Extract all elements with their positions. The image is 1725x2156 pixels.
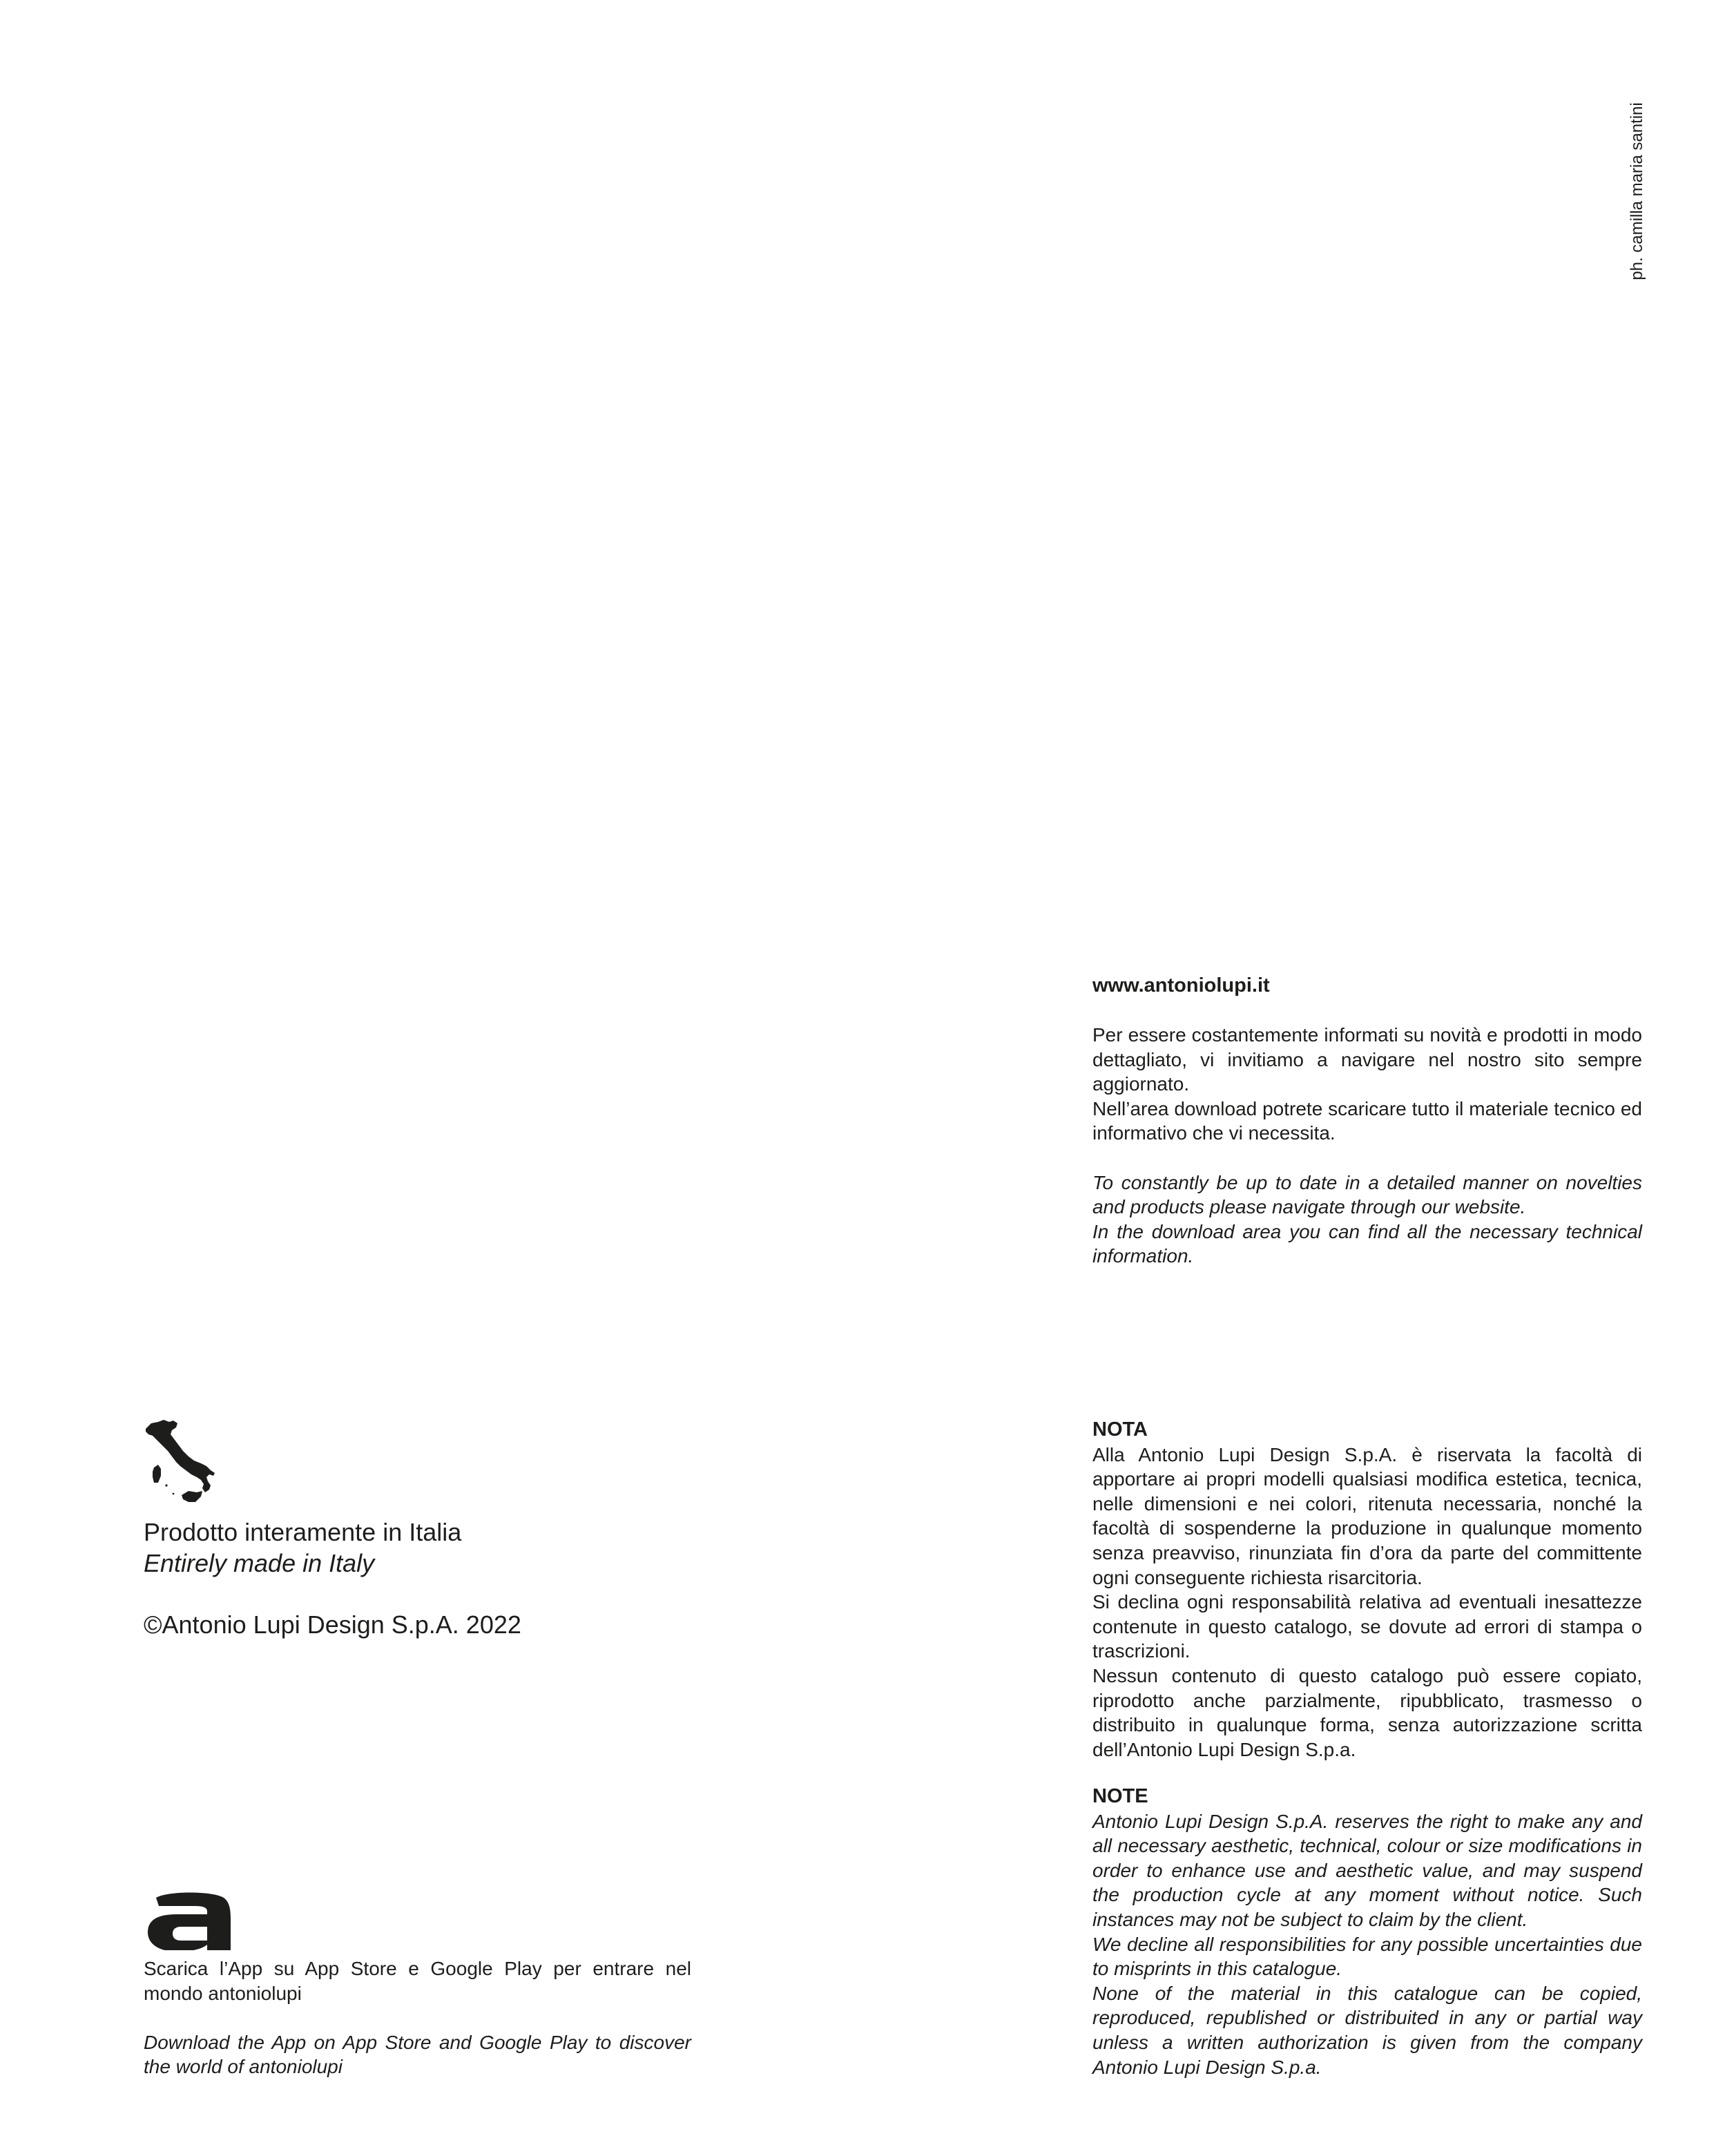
note-heading: NOTE <box>1092 1785 1148 1807</box>
info-italian <box>1092 1023 1642 1146</box>
nota-paragraph: Alla Antonio Lupi Design S.p.A. è riservata la facoltà di apportare ai propri modelli qualsiasi modifica estetica, tecnica, nelle dimensioni e nei colori, ritenuta necessaria, nonché la facoltà di sospenderne la produzione in qualunque momento senza preavviso, rinunziata fin d’ora da parte del committente ogni conseguente richiesta risarcitoria. <box>1092 1443 1642 1588</box>
info-it-paragraph: Nell’area download potrete scaricare tutto il materiale tecnico ed informativo che vi necessita. <box>1092 1097 1642 1144</box>
photo-credit <box>1627 91 1648 291</box>
nota-paragraph: Si declina ogni responsabilità relativa ad eventuali inesattezze contenute in questo catalogo, se dovute ad errori di stampa o trascrizioni. <box>1092 1591 1642 1662</box>
italy-map-icon <box>143 1419 218 1506</box>
nota-heading: NOTA <box>1092 1418 1148 1441</box>
app-english: Download the App on App Store and Google Play to discover the world of antoniolupi <box>144 2031 691 2078</box>
app-download-block <box>144 1956 691 2079</box>
made-in-english: Entirely made in Italy <box>144 1549 375 1577</box>
app-italian: Scarica l’App su App Store e Google Play per entrare nel mondo antoniolupi <box>144 1958 691 2004</box>
info-en-paragraph: In the download area you can find all the necessary technical information. <box>1092 1220 1642 1267</box>
info-en-paragraph: To constantly be up to date in a detailed manner on novelties and products please navigate through our website. <box>1092 1171 1642 1218</box>
info-it-paragraph: Per essere costantemente informati su novità e prodotti in modo dettagliato, vi invitiamo a navigare nel nostro sito sempre aggiornato. <box>1092 1024 1642 1095</box>
made-in-italian: Prodotto interamente in Italia <box>144 1518 462 1546</box>
photo-credit-text: ph. camilla maria santini <box>1628 102 1646 280</box>
note-paragraph: We decline all responsibilities for any possible uncertainties due to misprints in this catalogue. <box>1092 1933 1642 1980</box>
note-paragraph: Antonio Lupi Design S.p.A. reserves the right to make any and all necessary aesthetic, technical, colour or size modifications in order to enhance use and aesthetic value, and may suspend the production cycle at any moment without notice. Such instances may not be subject to claim by the client. <box>1092 1810 1642 1930</box>
antoniolupi-logo <box>146 1891 232 1950</box>
note-paragraph: None of the material in this catalogue can be copied, reproduced, republished or distribuited in any or partial way unless a written authorization is given from the company Antonio Lupi Design S.p.a. <box>1092 1982 1642 2078</box>
info-block <box>1092 1023 1642 1269</box>
nota-paragraph: Nessun contenuto di questo catalogo può essere copiato, riprodotto anche parzialmente, ripubblicato, trasmesso o distribuito in qualunque forma, senza autorizzazione scritta dell’Antonio Lupi Design S.p.a. <box>1092 1664 1642 1760</box>
copyright: ©Antonio Lupi Design S.p.A. 2022 <box>144 1610 521 1639</box>
note-block <box>1092 1784 1642 2079</box>
made-in-italy <box>144 1517 461 1579</box>
website-link[interactable]: www.antoniolupi.it <box>1092 974 1270 997</box>
info-english <box>1092 1171 1642 1269</box>
nota-block <box>1092 1418 1642 1762</box>
